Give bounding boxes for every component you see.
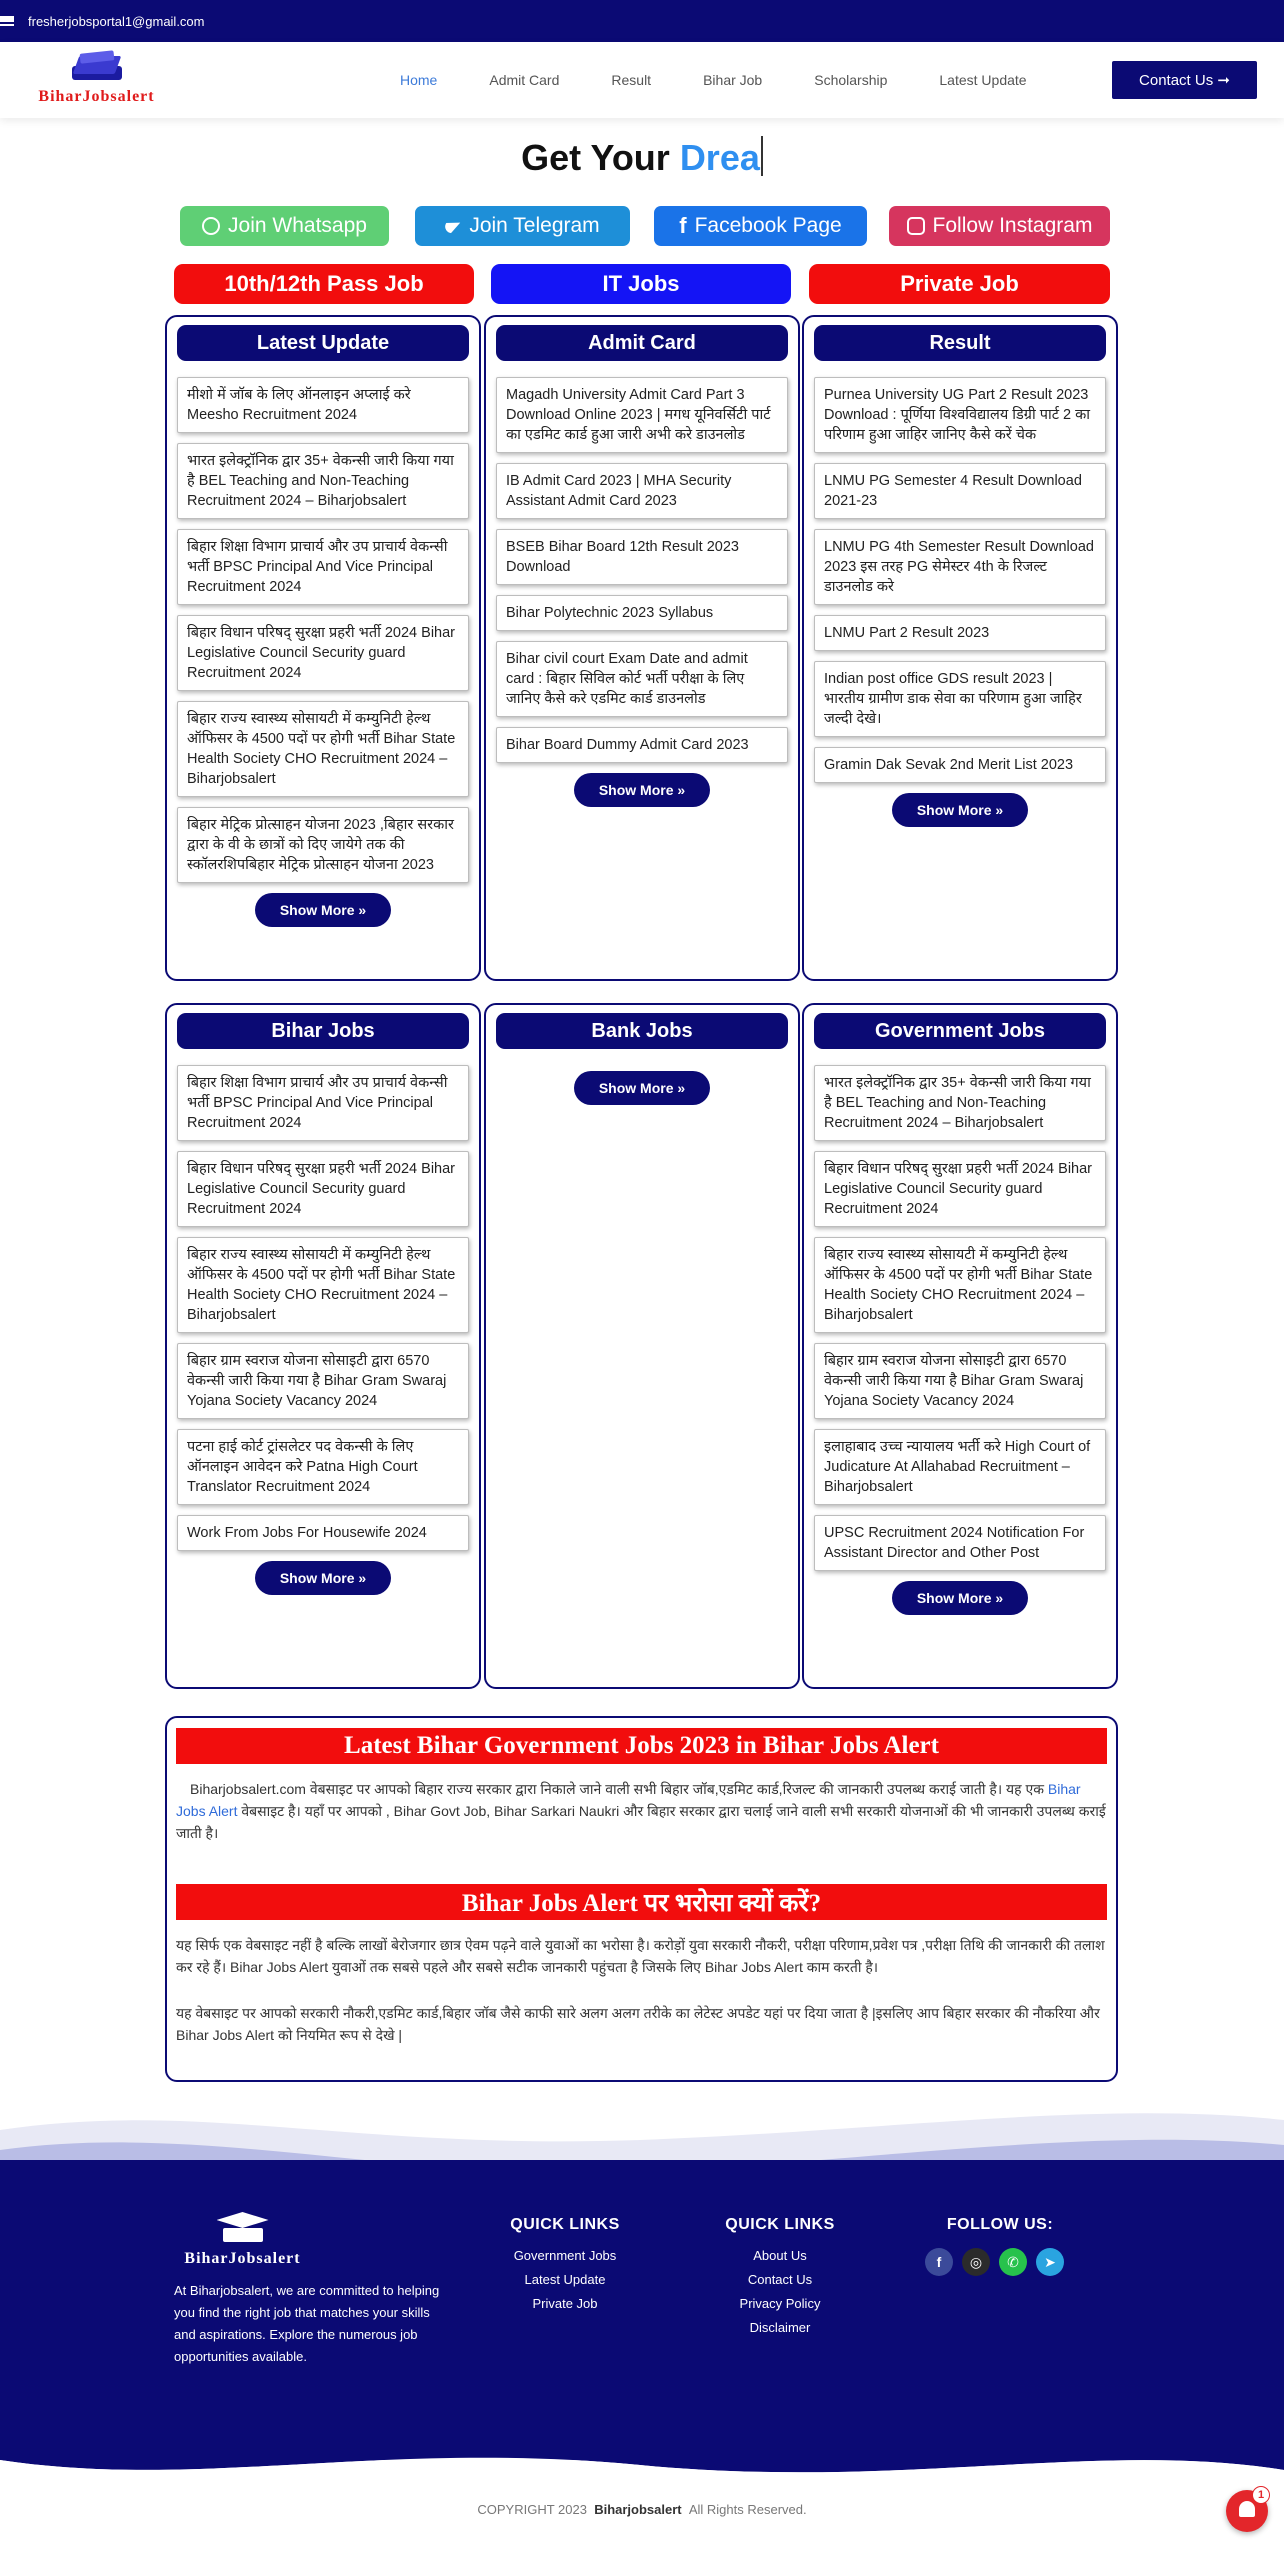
panel-title: Government Jobs [814, 1013, 1106, 1049]
footer-quick-links-1 [500, 2216, 630, 2316]
panel-title: Bihar Jobs [177, 1013, 469, 1049]
footer-link-privacy-policy[interactable]: Privacy Policy [739, 2296, 821, 2311]
list-item[interactable]: बिहार राज्य स्वास्थ्य सोसायटी में कम्युनिटी हेल्थ ऑफिसर के 4500 पदों पर होगी भर्ती Bihar State Health Society CHO Recruitment 2024 – Biharjobsalert [177, 1237, 469, 1333]
list-item[interactable]: LNMU Part 2 Result 2023 [814, 615, 1106, 651]
panel-result [802, 315, 1118, 981]
contact-us-button[interactable]: Contact Us ➞ [1112, 61, 1257, 99]
list-item[interactable]: LNMU PG 4th Semester Result Download 2023 इस तरह PG सेमेस्टर 4th के रिजल्ट डाउनलोड करे [814, 529, 1106, 605]
footer-logo[interactable] [170, 2210, 315, 2268]
instagram-icon[interactable]: ◎ [962, 2248, 990, 2276]
show-more-button[interactable]: Show More » [892, 793, 1028, 827]
copyright-prefix: COPYRIGHT 2023 [477, 2502, 587, 2517]
list-item[interactable]: बिहार शिक्षा विभाग प्राचार्य और उप प्राचार्य वेकन्सी भर्ती BPSC Principal And Vice Principal Recruitment 2024 [177, 1065, 469, 1141]
site-header [0, 42, 1284, 118]
instagram-label: Follow Instagram [932, 214, 1093, 237]
about-paragraph [176, 1778, 1107, 1844]
category-private-job[interactable]: Private Job [809, 264, 1110, 304]
graduation-cap-icon [213, 2210, 273, 2246]
top-email[interactable]: fresherjobsportal1@gmail.com [28, 13, 205, 29]
footer-logo-text: BiharJobsalert [184, 2250, 301, 2267]
list-item[interactable]: BSEB Bihar Board 12th Result 2023 Download [496, 529, 788, 585]
list-item[interactable]: बिहार राज्य स्वास्थ्य सोसायटी में कम्युनिटी हेल्थ ऑफिसर के 4500 पदों पर होगी भर्ती Bihar State Health Society CHO Recruitment 2024 – Biharjobsalert [177, 701, 469, 797]
panel-title: Bank Jobs [496, 1013, 788, 1049]
panel-title: Result [814, 325, 1106, 361]
panel-latest-update [165, 315, 481, 981]
join-telegram-button[interactable] [415, 206, 630, 246]
item-list [177, 377, 469, 927]
facebook-icon[interactable]: f [925, 2248, 953, 2276]
copyright-suffix: All Rights Reserved. [688, 2502, 807, 2517]
bihar-jobs-alert-link[interactable]: Bihar Jobs Alert [176, 1781, 1081, 1819]
hero-prefix: Get Your [521, 137, 680, 178]
category-10th-12th[interactable]: 10th/12th Pass Job [174, 264, 474, 304]
footer-col-title: QUICK LINKS [725, 2216, 835, 2233]
footer-link-private-job[interactable]: Private Job [532, 2296, 598, 2311]
site-logo[interactable] [24, 52, 169, 110]
nav-result[interactable]: Result [611, 72, 652, 88]
item-list [814, 377, 1106, 827]
footer-link-government-jobs[interactable]: Government Jobs [513, 2248, 617, 2263]
notification-count: 1 [1252, 2486, 1270, 2504]
panel-bihar-jobs [165, 1003, 481, 1689]
list-item[interactable]: Bihar Polytechnic 2023 Syllabus [496, 595, 788, 631]
whatsapp-icon [202, 217, 220, 235]
panel-government-jobs [802, 1003, 1118, 1689]
list-item[interactable]: इलाहाबाद उच्च न्यायालय भर्ती करे High Court of Judicature At Allahabad Recruitment – Biharjobsalert [814, 1429, 1106, 1505]
list-item[interactable]: बिहार ग्राम स्वराज योजना सोसाइटी द्वारा 6570 वेकन्सी जारी किया गया है Bihar Gram Swaraj Yojana Society Vacancy 2024 [177, 1343, 469, 1419]
show-more-button[interactable]: Show More » [255, 893, 391, 927]
facebook-label: Facebook Page [694, 214, 842, 237]
list-item[interactable]: मीशो में जॉब के लिए ऑनलाइन अप्लाई करे Meesho Recruitment 2024 [177, 377, 469, 433]
category-it-jobs[interactable]: IT Jobs [491, 264, 791, 304]
list-item[interactable]: बिहार राज्य स्वास्थ्य सोसायटी में कम्युनिटी हेल्थ ऑफिसर के 4500 पदों पर होगी भर्ती Bihar State Health Society CHO Recruitment 2024 – Biharjobsalert [814, 1237, 1106, 1333]
join-whatsapp-button[interactable] [180, 206, 389, 246]
whatsapp-label: Join Whatsapp [228, 214, 367, 237]
top-bar [0, 0, 1284, 42]
list-item[interactable]: UPSC Recruitment 2024 Notification For Assistant Director and Other Post [814, 1515, 1106, 1571]
copyright [0, 2502, 1284, 2517]
list-item[interactable]: बिहार विधान परिषद् सुरक्षा प्रहरी भर्ती 2024 Bihar Legislative Council Security guard Recruitment 2024 [177, 615, 469, 691]
footer-col-title: FOLLOW US: [946, 2216, 1054, 2233]
follow-instagram-button[interactable] [889, 206, 1110, 246]
list-item[interactable]: भारत इलेक्ट्रॉनिक द्वार 35+ वेकन्सी जारी किया गया है BEL Teaching and Non-Teaching Recruitment 2024 – Biharjobsalert [814, 1065, 1106, 1141]
facebook-icon: f [679, 213, 687, 238]
list-item[interactable]: बिहार विधान परिषद् सुरक्षा प्रहरी भर्ती 2024 Bihar Legislative Council Security guard Recruitment 2024 [814, 1151, 1106, 1227]
list-item[interactable]: Bihar civil court Exam Date and admit card : बिहार सिविल कोर्ट भर्ती परीक्षा के लिए जानिए कैसे करे एडमिट कार्ड डाउनलोड [496, 641, 788, 717]
list-item[interactable]: Purnea University UG Part 2 Result 2023 Download : पूर्णिया विश्वविद्यालय डिग्री पार्ट 2 का परिणाम हुआ जाहिर जानिए कैसे करें चेक [814, 377, 1106, 453]
mail-icon [0, 16, 14, 26]
panel-bank-jobs [484, 1003, 800, 1689]
notification-bell-button[interactable] [1226, 2490, 1268, 2532]
show-more-button[interactable]: Show More » [255, 1561, 391, 1595]
show-more-button[interactable]: Show More » [574, 1071, 710, 1105]
whatsapp-icon[interactable]: ✆ [999, 2248, 1027, 2276]
nav-bihar-job[interactable]: Bihar Job [703, 72, 763, 88]
list-item[interactable]: भारत इलेक्ट्रॉनिक द्वार 35+ वेकन्सी जारी किया गया है BEL Teaching and Non-Teaching Recruitment 2024 – Biharjobsalert [177, 443, 469, 519]
hero-heading [0, 136, 1284, 179]
about-section [165, 1716, 1118, 2082]
panel-title: Admit Card [496, 325, 788, 361]
list-item[interactable]: Magadh University Admit Card Part 3 Download Online 2023 | मगध यूनिवर्सिटी पार्ट का एडमिट कार्ड हुआ जारी अभी करे डाउनलोड [496, 377, 788, 453]
list-item[interactable]: Bihar Board Dummy Admit Card 2023 [496, 727, 788, 763]
bell-icon [1239, 2501, 1255, 2517]
list-item[interactable]: Indian post office GDS result 2023 | भारतीय ग्रामीण डाक सेवा का परिणाम हुआ जाहिर जल्दी देखे। [814, 661, 1106, 737]
about-text-a: Biharjobsalert.com वेबसाइट पर आपको बिहार राज्य सरकार द्वारा निकाले जाने वाली सभी बिहार जॉब,एडमिट कार्ड,रिजल्ट की जानकारी उपलब्ध कराई जाती है। यह एक [190, 1781, 1048, 1797]
instagram-icon [907, 217, 925, 235]
nav-home[interactable]: Home [400, 72, 438, 88]
list-item[interactable]: LNMU PG Semester 4 Result Download 2021-23 [814, 463, 1106, 519]
item-list [496, 1065, 788, 1105]
trust-heading: Bihar Jobs Alert पर भरोसा क्यों करें? [176, 1884, 1107, 1920]
footer-wave-bottom [0, 2410, 1284, 2500]
panel-admit-card [484, 315, 800, 981]
item-list [177, 1065, 469, 1595]
footer-link-about-us[interactable]: About Us [753, 2248, 807, 2263]
list-item[interactable]: बिहार शिक्षा विभाग प्राचार्य और उप प्राचार्य वेकन्सी भर्ती BPSC Principal And Vice Principal Recruitment 2024 [177, 529, 469, 605]
telegram-icon [443, 216, 463, 235]
about-text-b: वेबसाइट है। यहाँ पर आपको , Bihar Govt Job, Bihar Sarkari Naukri और बिहार सरकार द्वारा चलाई जाने वाली सभी सरकारी योजनाओं की भी जानकारी उपलब्ध कराई जाती है। [176, 1803, 1106, 1841]
list-item[interactable]: बिहार ग्राम स्वराज योजना सोसाइटी द्वारा 6570 वेकन्सी जारी किया गया है Bihar Gram Swaraj Yojana Society Vacancy 2024 [814, 1343, 1106, 1419]
trust-paragraph: यह सिर्फ एक वेबसाइट नहीं है बल्कि लाखों बेरोजगार छात्र ऐवम पढ़ने वाले युवाओं का भरोसा है। करोड़ों युवा सरकारी नौकरी, परीक्षा परिणाम,प्रवेश पत्र ,परीक्षा तिथि की जानकारी की तलाश कर रहे हैं। Bihar Jobs Alert युवाओं तक सबसे पहले और सबसे सटीक जानकारी पहुंचता है जिसके लिए Bihar Jobs Alert काम करती है। [176, 1937, 1105, 1975]
list-item[interactable]: IB Admit Card 2023 | MHA Security Assistant Admit Card 2023 [496, 463, 788, 519]
nav-scholarship[interactable]: Scholarship [814, 72, 888, 88]
main-nav [400, 42, 1079, 118]
list-item[interactable]: Work From Jobs For Housewife 2024 [177, 1515, 469, 1551]
footer-col-title: QUICK LINKS [510, 2216, 620, 2233]
footer-link-disclaimer[interactable]: Disclaimer [749, 2320, 811, 2335]
nav-latest-update[interactable]: Latest Update [939, 72, 1027, 88]
typing-caret [761, 136, 763, 176]
footer-description: At Biharjobsalert, we are committed to helping you find the right job that matches your skills and aspirations. Explore the numerous job opportunities available. [174, 2283, 440, 2364]
hero-accent: Drea [679, 137, 760, 178]
footer-follow-us [930, 2216, 1070, 2244]
footer-link-latest-update[interactable]: Latest Update [524, 2272, 606, 2287]
nav-admit-card[interactable]: Admit Card [489, 72, 560, 88]
panel-title: Latest Update [177, 325, 469, 361]
telegram-icon[interactable]: ➤ [1036, 2248, 1064, 2276]
telegram-label: Join Telegram [469, 214, 600, 237]
list-item[interactable]: बिहार मेट्रिक प्रोत्साहन योजना 2023 ,बिहार सरकार द्वारा के वी के छात्रों को दिए जायेगे तक की स्कॉलरशिपबिहार मेट्रिक प्रोत्साहन योजना 2023 [177, 807, 469, 883]
item-list [814, 1065, 1106, 1615]
graduation-cap-icon [70, 52, 124, 86]
copyright-brand: Biharjobsalert [594, 2502, 682, 2517]
update-paragraph: यह वेबसाइट पर आपको सरकारी नौकरी,एडमिट कार्ड,बिहार जॉब जैसे काफी सारे अलग अलग तरीके का लेटेस्ट अपडेट यहां पर दिया जाता है |इसलिए आप बिहार सरकार की नौकरिया और Bihar Jobs Alert को नियमित रूप से देखे | [176, 2005, 1100, 2043]
facebook-page-button[interactable] [654, 206, 867, 246]
item-list [496, 377, 788, 807]
list-item[interactable]: Gramin Dak Sevak 2nd Merit List 2023 [814, 747, 1106, 783]
footer-quick-links-2 [715, 2216, 845, 2340]
logo-text: BiharJobsalert [38, 88, 155, 105]
about-heading: Latest Bihar Government Jobs 2023 in Bihar Jobs Alert [176, 1728, 1107, 1764]
show-more-button[interactable]: Show More » [574, 773, 710, 807]
show-more-button[interactable]: Show More » [892, 1581, 1028, 1615]
list-item[interactable]: पटना हाई कोर्ट ट्रांसलेटर पद वेकन्सी के लिए ऑनलाइन आवेदन करे Patna High Court Translator Recruitment 2024 [177, 1429, 469, 1505]
list-item[interactable]: बिहार विधान परिषद् सुरक्षा प्रहरी भर्ती 2024 Bihar Legislative Council Security guard Recruitment 2024 [177, 1151, 469, 1227]
footer-link-contact-us[interactable]: Contact Us [747, 2272, 813, 2287]
